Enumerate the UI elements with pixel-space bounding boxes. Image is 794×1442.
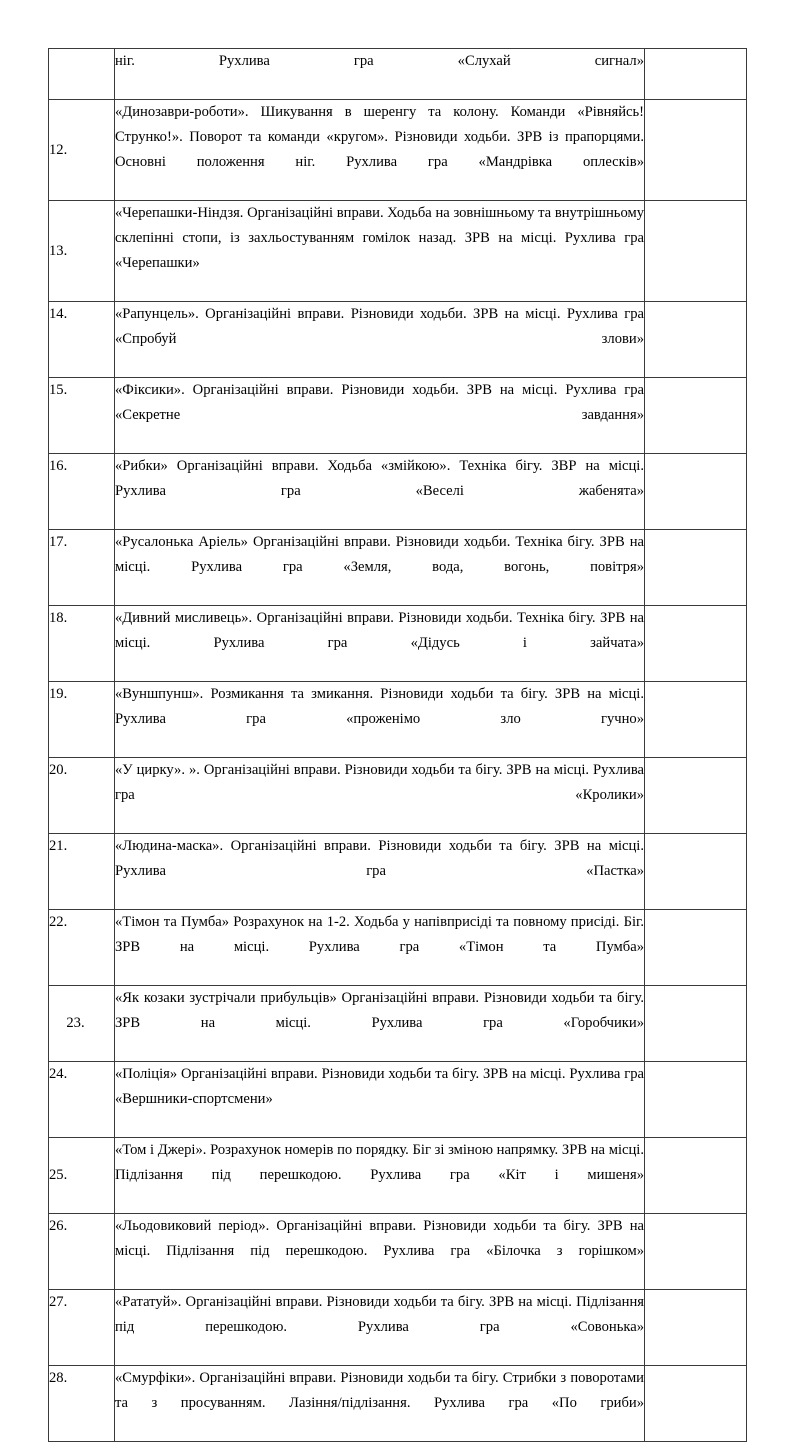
row-note-cell	[645, 1138, 747, 1214]
table-row	[49, 910, 747, 986]
row-number-cell: 24.	[49, 1062, 115, 1138]
table-row	[49, 1366, 747, 1442]
row-content-text: «Русалонька Аріель» Організаційні вправи. Різновиди ходьби. Техніка бігу. ЗРВ на місці. Рухлива гра «Земля, вода, вогонь, повітря»	[115, 534, 644, 575]
row-number-cell: 25.	[49, 1138, 115, 1214]
row-note-cell	[645, 302, 747, 378]
row-content-text: «Черепашки-Ніндзя. Організаційні вправи. Ходьба на зовнішньому та внутрішньому склепінні стопи, із захльостуванням гомілок назад. ЗРВ на місці. Рухлива гра «Черепашки»	[115, 205, 644, 271]
table-row	[49, 758, 747, 834]
row-number-cell	[49, 49, 115, 100]
lesson-plan-table	[48, 48, 747, 1442]
row-number-cell: 15.	[49, 378, 115, 454]
row-number-cell: 12.	[49, 100, 115, 201]
row-content-cell	[115, 530, 645, 606]
row-content-cell	[115, 454, 645, 530]
row-content-cell	[115, 302, 645, 378]
row-content-text: «Фіксики». Організаційні вправи. Різновиди ходьби. ЗРВ на місці. Рухлива гра «Секретне завдання»	[115, 382, 644, 423]
lesson-plan-table-wrapper	[48, 48, 746, 1442]
row-content-cell	[115, 1214, 645, 1290]
table-row	[49, 530, 747, 606]
row-note-cell	[645, 1366, 747, 1442]
table-row	[49, 1290, 747, 1366]
row-note-cell	[645, 758, 747, 834]
row-content-cell	[115, 378, 645, 454]
row-content-text: ніг. Рухлива гра «Слухай сигнал»	[115, 53, 644, 69]
row-note-cell	[645, 49, 747, 100]
row-number-cell: 26.	[49, 1214, 115, 1290]
row-note-cell	[645, 986, 747, 1062]
row-note-cell	[645, 834, 747, 910]
row-number-cell: 18.	[49, 606, 115, 682]
row-number-cell: 22.	[49, 910, 115, 986]
row-number-cell: 19.	[49, 682, 115, 758]
row-note-cell	[645, 530, 747, 606]
row-number-cell: 28.	[49, 1366, 115, 1442]
row-note-cell	[645, 1062, 747, 1138]
row-content-cell	[115, 100, 645, 201]
row-content-text: «Людина-маска». Організаційні вправи. Різновиди ходьби та бігу. ЗРВ на місці. Рухлива гра «Пастка»	[115, 838, 644, 879]
row-number-cell: 21.	[49, 834, 115, 910]
row-note-cell	[645, 910, 747, 986]
row-number-cell: 14.	[49, 302, 115, 378]
row-content-text: «Рататуй». Організаційні вправи. Різновиди ходьби та бігу. ЗРВ на місці. Підлізання під перешкодою. Рухлива гра «Совонька»	[115, 1294, 644, 1335]
row-content-cell	[115, 682, 645, 758]
table-row	[49, 1062, 747, 1138]
row-content-cell	[115, 201, 645, 302]
row-note-cell	[645, 606, 747, 682]
row-note-cell	[645, 378, 747, 454]
row-note-cell	[645, 454, 747, 530]
table-row	[49, 606, 747, 682]
table-row	[49, 834, 747, 910]
table-body	[49, 49, 747, 1442]
row-content-text: «Як козаки зустрічали прибульців» Організаційні вправи. Різновиди ходьби та бігу. ЗРВ на місці. Рухлива гра «Горобчики»	[115, 990, 644, 1031]
row-content-text: «Вуншпунш». Розмикання та змикання. Різновиди ходьби та бігу. ЗРВ на місці. Рухлива гра «проженімо зло гучно»	[115, 686, 644, 727]
row-content-text: «Дивний мисливець». Організаційні вправи. Різновиди ходьби. Техніка бігу. ЗРВ на місці. Рухлива гра «Дідусь і зайчата»	[115, 610, 644, 651]
table-row	[49, 1214, 747, 1290]
row-content-text: «Тімон та Пумба» Розрахунок на 1-2. Ходьба у напівприсіді та повному присіді. Біг. ЗРВ на місці. Рухлива гра «Тімон та Пумба»	[115, 914, 644, 955]
table-row	[49, 302, 747, 378]
table-row	[49, 454, 747, 530]
row-content-text: «Поліція» Організаційні вправи. Різновиди ходьби та бігу. ЗРВ на місці. Рухлива гра «Вершники-спортсмени»	[115, 1066, 644, 1107]
row-content-text: «Рибки» Організаційні вправи. Ходьба «змійкою». Техніка бігу. ЗВР на місці. Рухлива гра «Веселі жабенята»	[115, 458, 644, 499]
row-content-cell	[115, 1138, 645, 1214]
row-content-text: «Льодовиковий період». Організаційні вправи. Різновиди ходьби та бігу. ЗРВ на місці. Підлізання під перешкодою. Рухлива гра «Білочка з горішком»	[115, 1218, 644, 1259]
row-content-cell	[115, 1366, 645, 1442]
table-row	[49, 1138, 747, 1214]
row-content-text: «У цирку». ». Організаційні вправи. Різновиди ходьби та бігу. ЗРВ на місці. Рухлива гра «Кролики»	[115, 762, 644, 803]
row-number-cell: 23.	[49, 986, 115, 1062]
row-note-cell	[645, 1214, 747, 1290]
row-content-text: «Динозаври-роботи». Шикування в шеренгу та колону. Команди «Рівняйсь! Струнко!». Поворот та команди «кругом». Різновиди ходьби. ЗРВ із прапорцями. Основні положення ніг. Рухлива гра «Мандрівка оплесків»	[115, 104, 644, 170]
table-row	[49, 682, 747, 758]
row-number-cell: 16.	[49, 454, 115, 530]
table-row	[49, 378, 747, 454]
row-number-cell: 17.	[49, 530, 115, 606]
row-content-cell	[115, 1062, 645, 1138]
table-row	[49, 201, 747, 302]
row-number-cell: 13.	[49, 201, 115, 302]
row-content-cell	[115, 986, 645, 1062]
table-row	[49, 100, 747, 201]
row-content-cell	[115, 758, 645, 834]
row-number-cell: 20.	[49, 758, 115, 834]
row-content-cell	[115, 910, 645, 986]
table-row	[49, 49, 747, 100]
row-number-cell: 27.	[49, 1290, 115, 1366]
row-content-text: «Том і Джері». Розрахунок номерів по порядку. Біг зі зміною напрямку. ЗРВ на місці. Підлізання під перешкодою. Рухлива гра «Кіт і мишеня»	[115, 1142, 644, 1183]
row-content-text: «Рапунцель». Організаційні вправи. Різновиди ходьби. ЗРВ на місці. Рухлива гра «Спробуй злови»	[115, 306, 644, 347]
row-content-cell	[115, 1290, 645, 1366]
row-note-cell	[645, 100, 747, 201]
row-note-cell	[645, 201, 747, 302]
row-content-text: «Смурфіки». Організаційні вправи. Різновиди ходьби та бігу. Стрибки з поворотами та з просуванням. Лазіння/підлізання. Рухлива гра «По гриби»	[115, 1370, 644, 1411]
row-note-cell	[645, 1290, 747, 1366]
row-content-cell	[115, 606, 645, 682]
table-row	[49, 986, 747, 1062]
row-content-cell	[115, 834, 645, 910]
row-content-cell	[115, 49, 645, 100]
row-note-cell	[645, 682, 747, 758]
